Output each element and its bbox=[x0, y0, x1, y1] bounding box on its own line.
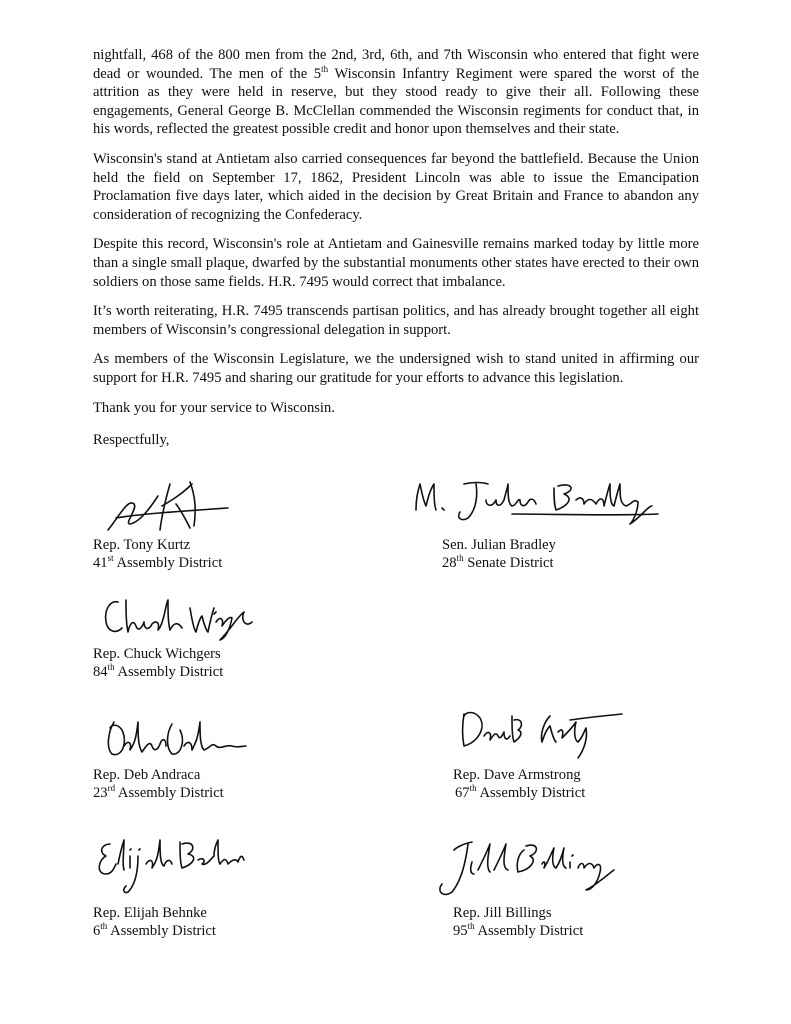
paragraph-2: Wisconsin's stand at Antietam also carried consequences far beyond the battlefield. Because the Union held the field on September 17, 1862, President Lincoln was able to issue the Emancipation Proclamation five days later, which aided in the decision by Great Britain and France to abandon any consideration of recognizing the Confederacy. bbox=[93, 150, 699, 223]
signature-elijah-behnke bbox=[94, 830, 254, 900]
signer-deb-andraca bbox=[93, 766, 224, 802]
signature-image bbox=[100, 712, 250, 766]
signer-tony-kurtz bbox=[93, 536, 222, 572]
signer-name: Rep. Jill Billings bbox=[453, 905, 552, 921]
signer-district: 95th Assembly District bbox=[453, 921, 584, 939]
signer-julian-bradley bbox=[442, 536, 556, 572]
signer-jill-billings bbox=[453, 904, 583, 940]
signer-name: Rep. Tony Kurtz bbox=[93, 537, 191, 553]
signature-image bbox=[412, 476, 662, 530]
signer-name: Rep. Dave Armstrong bbox=[453, 767, 581, 783]
signer-district: 23rd Assembly District bbox=[93, 783, 224, 801]
signature-image bbox=[98, 592, 258, 642]
signature-image bbox=[100, 478, 240, 536]
signer-elijah-behnke bbox=[93, 904, 216, 940]
signature-image bbox=[458, 702, 628, 764]
signature-tony-kurtz bbox=[100, 478, 240, 536]
signature-dave-armstrong bbox=[458, 702, 628, 764]
signer-name: Rep. Elijah Behnke bbox=[93, 905, 207, 921]
signer-district: 6th Assembly District bbox=[93, 921, 216, 939]
paragraph-1: nightfall, 468 of the 800 men from the 2nd, 3rd, 6th, and 7th Wisconsin who entered that fight were dead or wounded. The men of the 5th Wisconsin Infantry Regiment were spared the worst of the attrition as they were held in reserve, but they stood ready to give their all. Following these engagements, General George B. McClellan commended the Wisconsin regiments for conduct that, in his words, reflected the greatest possible credit and honor upon themselves and their state. bbox=[93, 47, 699, 138]
signer-district: 67th Assembly District bbox=[455, 783, 586, 801]
signature-julian-bradley bbox=[412, 476, 662, 530]
signature-chuck-wichgers bbox=[98, 592, 258, 642]
signer-name: Rep. Deb Andraca bbox=[93, 767, 201, 783]
signer-name: Rep. Chuck Wichgers bbox=[93, 646, 221, 662]
signature-image bbox=[94, 830, 254, 900]
paragraph-4: It’s worth reiterating, H.R. 7495 transcends partisan politics, and has already brought together all eight members of Wisconsin’s congressional delegation in support. bbox=[93, 303, 699, 338]
signature-jill-billings bbox=[432, 834, 622, 906]
signer-district: 28th Senate District bbox=[442, 553, 554, 571]
signer-name: Sen. Julian Bradley bbox=[442, 537, 556, 553]
paragraph-5: As members of the Wisconsin Legislature, we the undersigned wish to stand united in affirming our support for H.R. 7495 and sharing our gratitude for your efforts to advance this legislation. bbox=[93, 351, 699, 386]
signature-image bbox=[432, 834, 622, 906]
signer-chuck-wichgers bbox=[93, 645, 223, 681]
signer-district: 84th Assembly District bbox=[93, 662, 224, 680]
signature-deb-andraca bbox=[100, 712, 250, 766]
paragraph-3: Despite this record, Wisconsin's role at Antietam and Gainesville remains marked today by little more than a single small plaque, dwarfed by the substantial monuments other states have erected to their own soldiers on those same fields. H.R. 7495 would correct that imbalance. bbox=[93, 236, 699, 290]
signer-district: 41st Assembly District bbox=[93, 553, 223, 571]
closing: Respectfully, bbox=[93, 432, 170, 449]
signer-dave-armstrong bbox=[453, 766, 585, 802]
paragraph-6: Thank you for your service to Wisconsin. bbox=[93, 399, 335, 416]
letter-body bbox=[93, 46, 699, 450]
